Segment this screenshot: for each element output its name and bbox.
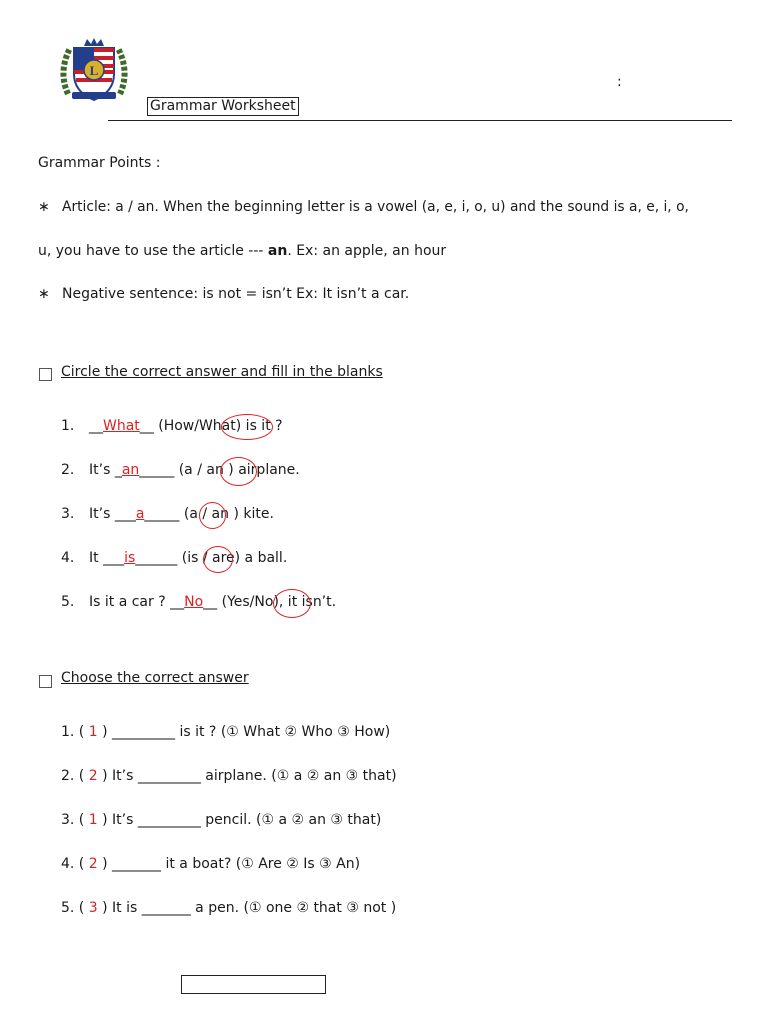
choice-num: 3. ( xyxy=(61,812,85,828)
choice-answer: 1 xyxy=(88,812,98,828)
item-post: _____ ( xyxy=(144,506,190,522)
answer-circle xyxy=(203,546,233,573)
circled-choice: No xyxy=(254,594,274,610)
svg-text:L: L xyxy=(89,63,99,78)
item-tail: ) is it ? xyxy=(235,418,283,434)
header-colon: : xyxy=(617,74,622,90)
section1-checkbox[interactable] xyxy=(39,368,52,381)
item-pre: It ___ xyxy=(89,550,125,566)
header-divider xyxy=(108,120,732,121)
choice-text: ) It’s _________ airplane. (① a ② an ③ that) xyxy=(102,768,397,784)
footer-box xyxy=(181,975,326,994)
section1-title: Circle the correct answer and fill in the blanks xyxy=(61,364,383,380)
item-number: 2. xyxy=(61,462,75,478)
item-number: 4. xyxy=(61,550,75,566)
school-crest-icon xyxy=(56,36,132,106)
filled-answer: What xyxy=(103,418,140,434)
grammar-point-2: Negative sentence: is not = isn’t Ex: It isn’t a car. xyxy=(62,286,410,302)
grammar-point-1-line-1: Article: a / an. When the beginning letter is a vowel (a, e, i, o, u) and the sound is a, e, i, o, xyxy=(62,199,689,215)
choice-text: ) _________ is it ? (① What ② Who ③ How) xyxy=(102,724,391,740)
item-pre: Is it a car ? __ xyxy=(89,594,185,610)
item-number: 5. xyxy=(61,594,75,610)
bullet-icon: ∗ xyxy=(38,199,50,215)
circled-choice: What xyxy=(198,418,236,434)
grammar-point-1-line-2-post: . Ex: an apple, an hour xyxy=(287,243,447,259)
choice-answer: 2 xyxy=(88,768,98,784)
filled-answer: is xyxy=(124,550,136,566)
item-post: ______ ( xyxy=(135,550,188,566)
choice-item-5 xyxy=(61,900,396,916)
filled-answer: No xyxy=(184,594,204,610)
grammar-heading: Grammar Points : xyxy=(38,155,161,171)
grammar-point-1-bold: an xyxy=(267,243,288,259)
item-pre: It’s ___ xyxy=(89,506,136,522)
choice-text: ) _______ it a boat? (① Are ② Is ③ An) xyxy=(102,856,361,872)
choice-item-2 xyxy=(61,768,397,784)
item-tail: ), it isn’t. xyxy=(273,594,337,610)
grammar-point-1-line-2 xyxy=(38,243,446,259)
choice-num: 1. ( xyxy=(61,724,85,740)
answer-circle xyxy=(199,502,226,529)
choice-num: 2. ( xyxy=(61,768,85,784)
item-post: _____ (a / xyxy=(139,462,202,478)
filled-answer: an xyxy=(121,462,140,478)
filled-answer: a xyxy=(135,506,145,522)
item-text xyxy=(89,550,287,566)
grammar-point-1-line-2-pre: u, you have to use the article --- xyxy=(38,243,268,259)
choice-answer: 1 xyxy=(88,724,98,740)
answer-circle xyxy=(221,414,273,440)
item-tail: / an ) kite. xyxy=(202,506,274,522)
answer-circle xyxy=(273,589,311,618)
item-tail: ) airplane. xyxy=(228,462,300,478)
item-post: __ (Yes/ xyxy=(203,594,255,610)
choice-text: ) It’s _________ pencil. (① a ② an ③ that) xyxy=(102,812,382,828)
item-text xyxy=(89,506,274,522)
choice-item-1 xyxy=(61,724,390,740)
answer-circle xyxy=(220,457,257,486)
circled-choice: a xyxy=(189,506,198,522)
circled-choice: an xyxy=(206,462,224,478)
item-text xyxy=(89,462,300,478)
item-tail: / are) a ball. xyxy=(202,550,288,566)
choice-text: ) It is _______ a pen. (① one ② that ③ not ) xyxy=(102,900,397,916)
item-number: 1. xyxy=(61,418,75,434)
item-post: __ (How/ xyxy=(139,418,199,434)
bullet-icon: ∗ xyxy=(38,286,50,302)
section2-checkbox[interactable] xyxy=(39,675,52,688)
choice-item-4 xyxy=(61,856,360,872)
item-number: 3. xyxy=(61,506,75,522)
choice-num: 5. ( xyxy=(61,900,85,916)
section2-title: Choose the correct answer xyxy=(61,670,249,686)
worksheet-title: Grammar Worksheet xyxy=(147,97,299,116)
choice-num: 4. ( xyxy=(61,856,85,872)
item-pre: It’s _ xyxy=(89,462,122,478)
choice-item-3 xyxy=(61,812,381,828)
choice-answer: 2 xyxy=(88,856,98,872)
circled-choice: is xyxy=(187,550,199,566)
choice-answer: 3 xyxy=(88,900,98,916)
item-pre: __ xyxy=(89,418,103,434)
